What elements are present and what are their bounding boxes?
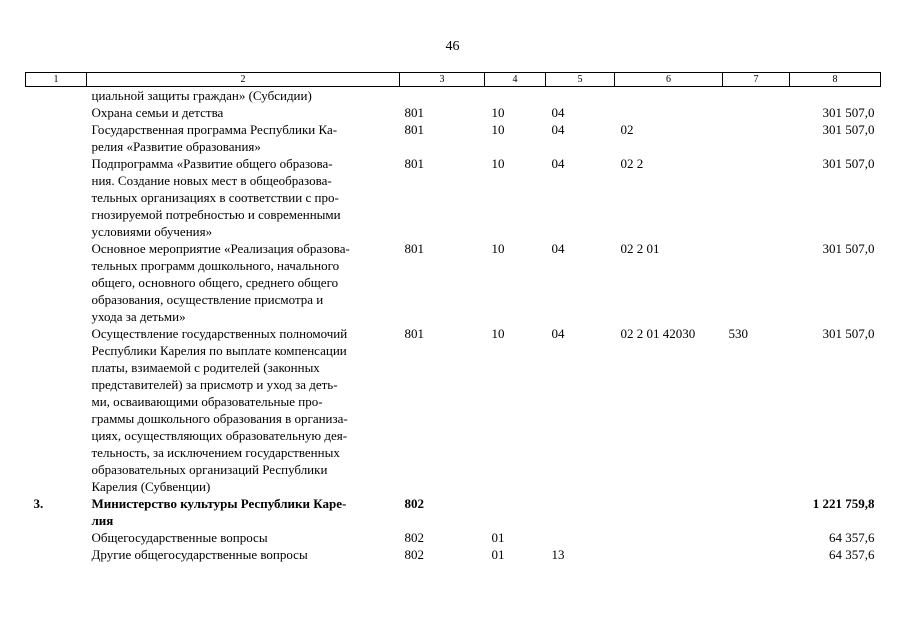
row-cs-code: 02 2 01 42030 bbox=[620, 326, 696, 341]
row-cs-code bbox=[615, 546, 723, 563]
row-gr-code: 802 bbox=[404, 547, 424, 562]
column-header: 4 bbox=[485, 73, 546, 87]
row-sum: 301 507,0 bbox=[822, 326, 875, 341]
row-rz-code: 10 bbox=[491, 241, 505, 256]
row-name-line: тельность, за исключением государственных bbox=[91, 445, 340, 460]
row-name-line: представителей) за присмотр и уход за деть- bbox=[91, 377, 338, 392]
row-name-line: граммы дошкольного образования в организа- bbox=[91, 411, 348, 426]
row-cs-code: 02 2 bbox=[620, 156, 644, 171]
row-sum: 64 357,6 bbox=[829, 530, 875, 545]
row-pr-code: 04 bbox=[551, 122, 565, 137]
row-name-line: Республики Карелия по выплате компенсации bbox=[91, 343, 347, 358]
row-vr-code bbox=[723, 104, 790, 121]
table-row bbox=[26, 529, 881, 546]
row-number bbox=[26, 529, 87, 546]
row-vr-code bbox=[723, 155, 790, 240]
row-pr-code: 13 bbox=[551, 547, 565, 562]
row-name-line: Подпрограмма «Развитие общего образова- bbox=[91, 156, 333, 171]
row-pr-code bbox=[546, 87, 615, 105]
row-name-line: Министерство культуры Республики Каре- bbox=[91, 496, 347, 511]
table-row bbox=[26, 87, 881, 105]
row-name-line: ния. Создание новых мест в общеобразова- bbox=[91, 173, 332, 188]
column-header: 7 bbox=[723, 73, 790, 87]
table-row bbox=[26, 325, 881, 495]
row-cs-code: 02 2 01 bbox=[620, 241, 660, 256]
row-gr-code: 801 bbox=[404, 241, 424, 256]
row-sum: 301 507,0 bbox=[822, 241, 875, 256]
row-sum: 301 507,0 bbox=[822, 122, 875, 137]
row-cs-code bbox=[615, 495, 723, 529]
row-vr-code bbox=[723, 240, 790, 325]
row-name-line: Государственная программа Республики Ка- bbox=[91, 122, 338, 137]
row-number bbox=[26, 325, 87, 495]
row-number bbox=[26, 104, 87, 121]
row-number bbox=[26, 240, 87, 325]
row-cs-code bbox=[615, 87, 723, 105]
row-name bbox=[87, 240, 400, 325]
row-sum: 1 221 759,8 bbox=[812, 496, 875, 511]
row-vr-code bbox=[723, 529, 790, 546]
row-rz-code: 10 bbox=[491, 326, 505, 341]
table-header bbox=[26, 73, 881, 87]
row-pr-code bbox=[546, 495, 615, 529]
row-vr-code bbox=[723, 121, 790, 155]
row-name-line: лия bbox=[91, 513, 114, 528]
row-gr-code: 801 bbox=[404, 326, 424, 341]
table-row bbox=[26, 240, 881, 325]
row-sum bbox=[790, 87, 881, 105]
table-row bbox=[26, 104, 881, 121]
budget-table bbox=[25, 72, 881, 563]
column-header: 3 bbox=[400, 73, 485, 87]
row-vr-code bbox=[723, 87, 790, 105]
row-name-line: циях, осуществляющих образовательную дея- bbox=[91, 428, 348, 443]
row-name-line: тельных программ дошкольного, начального bbox=[91, 258, 340, 273]
column-header: 6 bbox=[615, 73, 723, 87]
page-number: 46 bbox=[445, 39, 460, 54]
row-gr-code: 802 bbox=[404, 530, 424, 545]
row-name bbox=[87, 104, 400, 121]
table-row bbox=[26, 121, 881, 155]
row-rz-code bbox=[485, 495, 546, 529]
row-name-line: Основное мероприятие «Реализация образова- bbox=[91, 241, 350, 256]
row-vr-code bbox=[723, 546, 790, 563]
table-row bbox=[26, 155, 881, 240]
row-name-line: Другие общегосударственные вопросы bbox=[91, 547, 308, 562]
row-cs-code bbox=[615, 529, 723, 546]
row-name-line: образовательных организаций Республики bbox=[91, 462, 328, 477]
row-number bbox=[26, 155, 87, 240]
row-name-line: гнозируемой потребностью и современными bbox=[91, 207, 341, 222]
row-pr-code: 04 bbox=[551, 156, 565, 171]
column-header: 2 bbox=[87, 73, 400, 87]
row-name-line: условиями обучения» bbox=[91, 224, 213, 239]
row-number bbox=[26, 546, 87, 563]
column-header: 8 bbox=[790, 73, 881, 87]
row-rz-code: 10 bbox=[491, 122, 505, 137]
row-rz-code: 01 bbox=[491, 530, 505, 545]
row-gr-code bbox=[400, 87, 485, 105]
row-pr-code: 04 bbox=[551, 326, 565, 341]
table-body bbox=[26, 87, 881, 564]
row-number: 3. bbox=[33, 496, 44, 511]
row-name-line: ми, осваивающими образовательные про- bbox=[91, 394, 323, 409]
table-row bbox=[26, 495, 881, 529]
table-row bbox=[26, 546, 881, 563]
row-name bbox=[87, 529, 400, 546]
row-sum: 301 507,0 bbox=[822, 105, 875, 120]
row-cs-code: 02 bbox=[620, 122, 634, 137]
row-name-line: общего, основного общего, среднего общего bbox=[91, 275, 339, 290]
row-sum: 301 507,0 bbox=[822, 156, 875, 171]
row-pr-code bbox=[546, 529, 615, 546]
row-vr-code bbox=[723, 495, 790, 529]
row-gr-code: 801 bbox=[404, 105, 424, 120]
row-vr-code: 530 bbox=[728, 326, 748, 341]
row-name-line: образования, осуществление присмотра и bbox=[91, 292, 324, 307]
row-name bbox=[87, 325, 400, 495]
row-name-line: релия «Развитие образования» bbox=[91, 139, 261, 154]
row-name-line: Общегосударственные вопросы bbox=[91, 530, 268, 545]
row-rz-code bbox=[485, 87, 546, 105]
row-gr-code: 801 bbox=[404, 156, 424, 171]
row-name bbox=[87, 121, 400, 155]
row-name-line: Карелия (Субвенции) bbox=[91, 479, 211, 494]
row-number bbox=[26, 87, 87, 105]
row-rz-code: 10 bbox=[491, 105, 505, 120]
row-pr-code: 04 bbox=[551, 105, 565, 120]
row-name bbox=[87, 87, 400, 105]
row-name-line: тельных организациях в соответствии с про- bbox=[91, 190, 339, 205]
row-sum: 64 357,6 bbox=[829, 547, 875, 562]
row-name bbox=[87, 495, 400, 529]
row-pr-code: 04 bbox=[551, 241, 565, 256]
row-name bbox=[87, 155, 400, 240]
row-gr-code: 801 bbox=[404, 122, 424, 137]
row-gr-code: 802 bbox=[404, 496, 424, 511]
row-name-line: циальной защиты граждан» (Субсидии) bbox=[91, 88, 312, 103]
row-name-line: Охрана семьи и детства bbox=[91, 105, 224, 120]
row-rz-code: 01 bbox=[491, 547, 505, 562]
column-header: 1 bbox=[26, 73, 87, 87]
row-cs-code bbox=[615, 104, 723, 121]
row-name-line: Осуществление государственных полномочий bbox=[91, 326, 348, 341]
column-header: 5 bbox=[546, 73, 615, 87]
row-name bbox=[87, 546, 400, 563]
row-name-line: платы, взимаемой с родителей (законных bbox=[91, 360, 320, 375]
row-name-line: ухода за детьми» bbox=[91, 309, 186, 324]
row-number bbox=[26, 121, 87, 155]
row-rz-code: 10 bbox=[491, 156, 505, 171]
